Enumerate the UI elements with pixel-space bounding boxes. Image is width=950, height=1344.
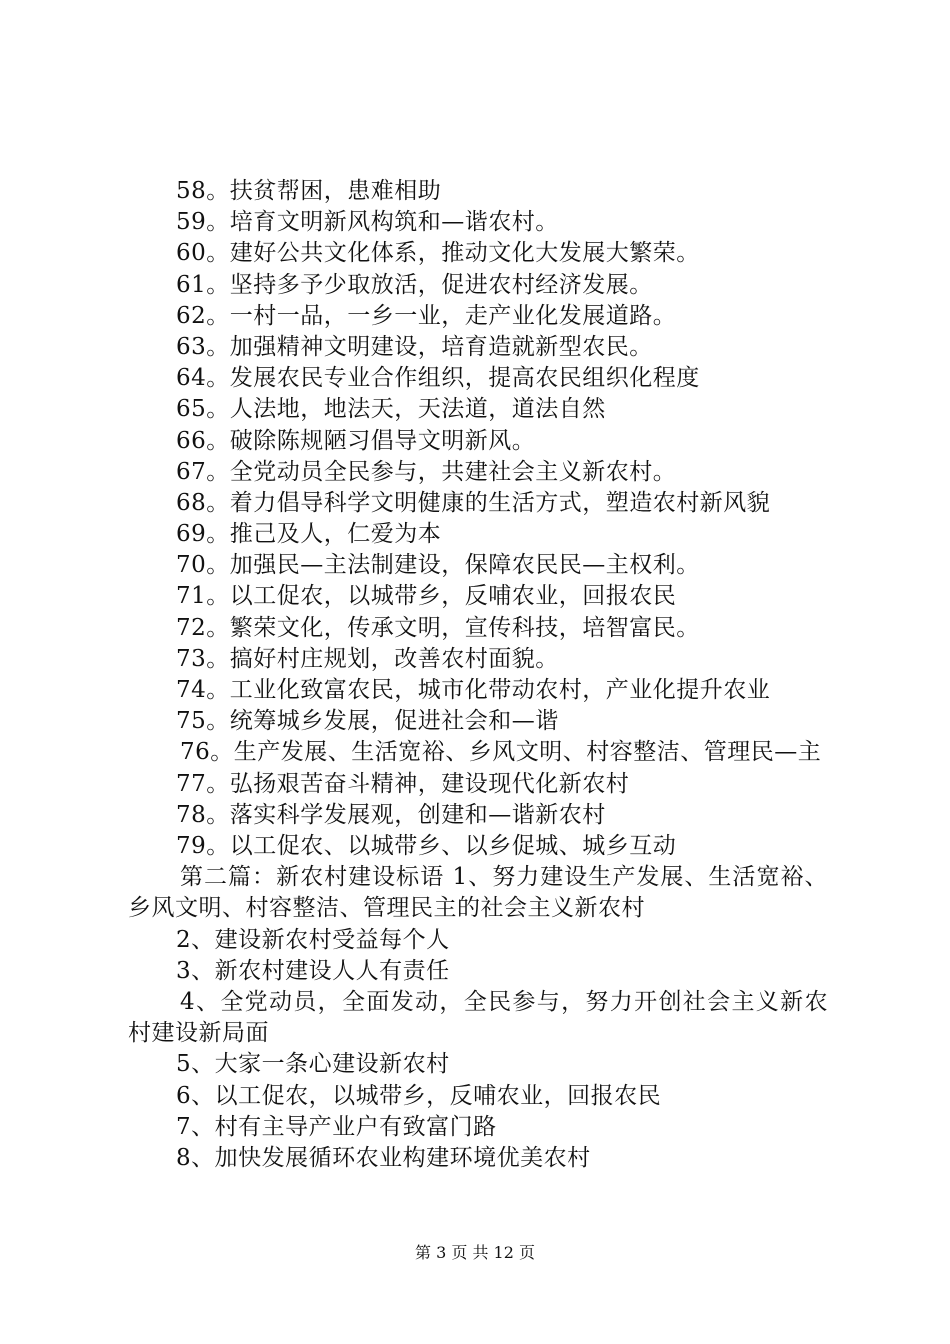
list-item: 3、新农村建设人人有责任 [176,957,450,984]
list-item: 61。坚持多予少取放活，促进农村经济发展。 [176,271,653,298]
list-item: 5、大家一条心建设新农村 [176,1051,450,1078]
list-item: 8、加快发展循环农业构建环境优美农村 [176,1144,591,1171]
list-item: 72。繁荣文化，传承文明，宣传科技，培智富民。 [176,614,700,641]
list-item: 67。全党动员全民参与，共建社会主义新农村。 [176,458,677,485]
list-item: 7、村有主导产业户有致富门路 [176,1113,497,1140]
list-item: 73。搞好村庄规划，改善农村面貌。 [176,645,559,672]
list-item-wrapped: 4、全党动员，全面发动，全民参与，努力开创社会主义新农村建设新局面 [128,988,828,1047]
list-item-wrapped: 76。生产发展、生活宽裕、乡风文明、村容整洁、管理民—主 [180,739,822,766]
page-footer: 第 3 页 共 12 页 [415,1243,535,1262]
list-item: 66。破除陈规陋习倡导文明新风。 [176,427,536,454]
list-item: 69。推己及人，仁爱为本 [176,521,442,548]
list-item: 63。加强精神文明建设，培育造就新型农民。 [176,333,653,360]
list-item: 59。培育文明新风构筑和—谐农村。 [176,209,559,236]
list-item: 60。建好公共文化体系，推动文化大发展大繁荣。 [176,240,700,267]
list-item: 58。扶贫帮困，患难相助 [176,178,442,204]
list-item: 75。统筹城乡发展，促进社会和—谐 [176,708,559,735]
list-item: 71。以工促农，以城带乡，反哺农业，回报农民 [176,583,677,610]
list-item: 65。人法地，地法天，天法道，道法自然 [176,396,606,423]
list-item: 70。加强民—主法制建设，保障农民民—主权利。 [176,552,700,579]
list-item: 78。落实科学发展观，创建和—谐新农村 [176,801,606,828]
document-body [128,176,828,1174]
list-item: 64。发展农民专业合作组织，提高农民组织化程度 [176,365,700,392]
list-item: 77。弘扬艰苦奋斗精神，建设现代化新农村 [176,770,630,797]
list-item: 2、建设新农村受益每个人 [176,926,450,953]
list-item: 62。一村一品，一乡一业，走产业化发展道路。 [176,302,677,329]
list-item: 68。着力倡导科学文明健康的生活方式，塑造农村新风貌 [176,489,771,516]
list-item: 6、以工促农，以城带乡，反哺农业，回报农民 [176,1082,662,1109]
section-heading-paragraph: 第二篇：新农村建设标语 1、努力建设生产发展、生活宽裕、乡风文明、村容整洁、管理民主的社会主义新农村 [128,864,828,922]
list-item: 79。以工促农、以城带乡、以乡促城、城乡互动 [176,832,677,859]
list-item: 74。工业化致富农民，城市化带动农村，产业化提升农业 [176,677,771,703]
